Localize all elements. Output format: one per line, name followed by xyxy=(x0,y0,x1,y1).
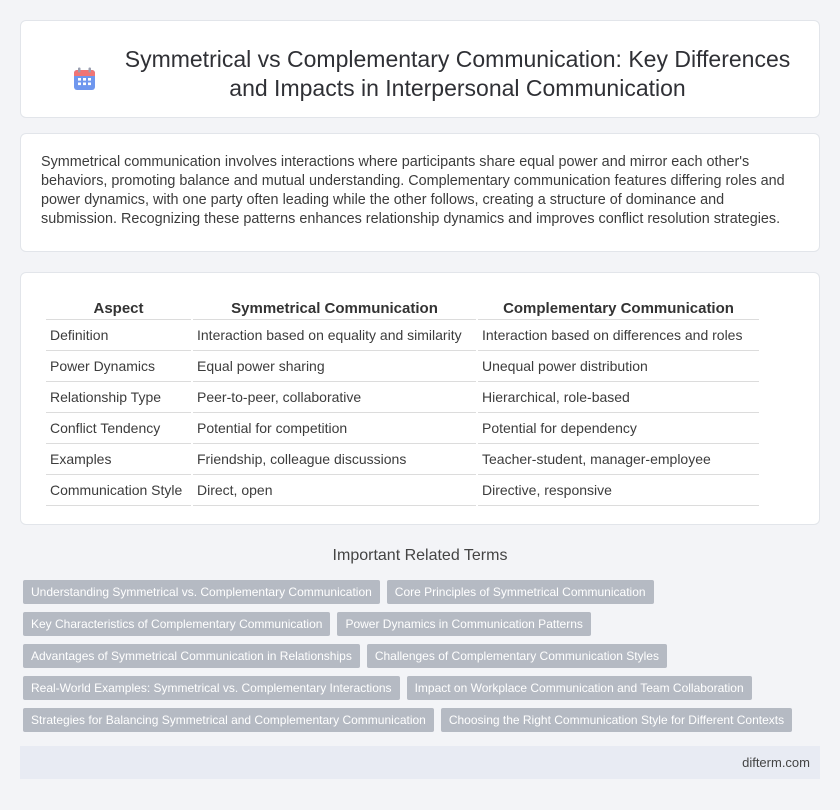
related-term-tag[interactable]: Understanding Symmetrical vs. Complementary Communication xyxy=(23,580,380,604)
related-terms-heading: Important Related Terms xyxy=(332,547,508,564)
cell-symmetrical: Potential for competition xyxy=(193,413,476,444)
cell-aspect: Conflict Tendency xyxy=(46,413,191,444)
intro-card xyxy=(20,133,820,252)
cell-complementary: Hierarchical, role-based xyxy=(478,382,759,413)
cell-complementary: Interaction based on differences and roles xyxy=(478,320,759,351)
related-term-tag[interactable]: Power Dynamics in Communication Patterns xyxy=(337,612,590,636)
tags-row xyxy=(23,644,667,668)
intro-text: Symmetrical communication involves interactions where participants share equal power and mirror each other's behaviors, promoting balance and mutual understanding. Complementary communication features differing roles and power dynamics, with one party often leading while the other follows, creating a structure of dominance and submission. Recognizing these patterns enhances relationship dynamics and improves conflict resolution strategies. xyxy=(41,154,785,227)
comparison-table-card xyxy=(20,272,820,525)
related-term-tag[interactable]: Real-World Examples: Symmetrical vs. Complementary Interactions xyxy=(23,676,400,700)
table-row xyxy=(46,444,759,475)
table-row xyxy=(46,413,759,444)
cell-complementary: Potential for dependency xyxy=(478,413,759,444)
table-row xyxy=(46,382,759,413)
related-term-tag[interactable]: Key Characteristics of Complementary Communication xyxy=(23,612,330,636)
related-term-tag[interactable]: Choosing the Right Communication Style for Different Contexts xyxy=(441,708,792,732)
header-symmetrical: Symmetrical Communication xyxy=(193,294,476,320)
related-term-tag[interactable]: Strategies for Balancing Symmetrical and Complementary Communication xyxy=(23,708,434,732)
tags-row xyxy=(23,676,752,700)
cell-aspect: Communication Style xyxy=(46,475,191,506)
title-card xyxy=(20,20,820,118)
calendar-icon xyxy=(73,67,96,91)
comparison-table xyxy=(44,294,761,506)
cell-symmetrical: Equal power sharing xyxy=(193,351,476,382)
cell-aspect: Examples xyxy=(46,444,191,475)
table-row xyxy=(46,351,759,382)
cell-symmetrical: Direct, open xyxy=(193,475,476,506)
site-name[interactable]: difterm.com xyxy=(742,755,810,770)
footer xyxy=(20,746,820,779)
related-term-tag[interactable]: Challenges of Complementary Communication Styles xyxy=(367,644,667,668)
table-row xyxy=(46,320,759,351)
cell-complementary: Teacher-student, manager-employee xyxy=(478,444,759,475)
related-term-tag[interactable]: Core Principles of Symmetrical Communication xyxy=(387,580,654,604)
cell-symmetrical: Interaction based on equality and similarity xyxy=(193,320,476,351)
tags-row xyxy=(23,612,591,636)
cell-aspect: Power Dynamics xyxy=(46,351,191,382)
cell-complementary: Directive, responsive xyxy=(478,475,759,506)
cell-aspect: Definition xyxy=(46,320,191,351)
table-row xyxy=(46,475,759,506)
cell-complementary: Unequal power distribution xyxy=(478,351,759,382)
tags-row xyxy=(23,708,792,732)
page-title: Symmetrical vs Complementary Communication: Key Differences and Impacts in Interpersonal Communication xyxy=(124,46,791,101)
tags-row xyxy=(23,580,654,604)
header-aspect: Aspect xyxy=(46,294,191,320)
table-header-row xyxy=(46,294,759,320)
cell-aspect: Relationship Type xyxy=(46,382,191,413)
related-term-tag[interactable]: Advantages of Symmetrical Communication in Relationships xyxy=(23,644,360,668)
cell-symmetrical: Friendship, colleague discussions xyxy=(193,444,476,475)
related-term-tag[interactable]: Impact on Workplace Communication and Team Collaboration xyxy=(407,676,752,700)
header-complementary: Complementary Communication xyxy=(478,294,759,320)
cell-symmetrical: Peer-to-peer, collaborative xyxy=(193,382,476,413)
